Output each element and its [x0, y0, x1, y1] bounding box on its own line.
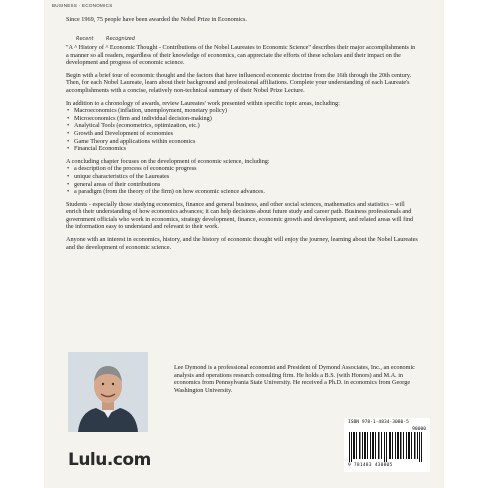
concluding-list [66, 165, 418, 195]
barcode-bars [348, 432, 426, 462]
list-item: • Microeconomics (firm and individual decision-making) [66, 115, 418, 123]
intro-line: Since 1969, 75 people have been awarded the Nobel Prize in Economics. [66, 16, 247, 23]
paragraph-anyone: Anyone with an interest in economics, history, and the history of economic thought will enjoy the journey, learning about the Nobel Laureates and the development of economic science. [66, 236, 418, 251]
book-back-cover [44, 0, 444, 488]
description-block [66, 44, 418, 256]
isbn-number: ISBN 978-1-4834-3080-5 [348, 420, 409, 425]
list-item: • a description of the process of economic progress [66, 165, 418, 173]
paragraph-students: Students - especially those studying economics, finance and general business, and other social sciences, mathematics and statistics – will enrich their understanding of how economics advances; it can help decisions about future study and career path. Business professionals and government officials who work in economics, strategy development, finance, economic growth and development, and related areas will find the information easy to understand and relevant to their work. [66, 200, 414, 231]
paragraph-tour: Begin with a brief tour of economic thought and the factors that have influenced economic doctrine from the 16th through the 20th century. Then, for each Nobel Laureate, learn about their background and professional affiliations. Complete your understanding of each Laureate's accomplishments with a concise, relatively non-technical summary of their Nobel Prize Lecture. [66, 71, 412, 94]
publisher-logo [68, 448, 151, 476]
list-item: • general areas of their contributions [66, 181, 418, 189]
author-bio: Lee Dymond is a professional economist and President of Dymond Associates, Inc., an economic analysis and operations research consulting firm. He holds a B.S. (with Honors) and M.A. in economics from Pennsylvania State University. He received a Ph.D. in economics from George Washington University. [174, 364, 415, 394]
handwritten-recognized: Recognized [106, 36, 135, 42]
author-photo [68, 352, 148, 432]
list-item: • Financial Economics [66, 145, 418, 153]
handwritten-annotations [76, 36, 284, 44]
list-item: • unique characteristics of the Laureates [66, 173, 418, 181]
handwritten-recent: Recent [76, 36, 94, 42]
paragraph-concluding-intro: A concluding chapter focuses on the development of economic science, including: [66, 157, 270, 165]
category-label: BUSINESS · ECONOMICS [52, 3, 113, 8]
list-item: • Game Theory and applications within economics [66, 138, 418, 146]
list-item: • Analytical Tools (econometrics, optimization, etc.) [66, 122, 418, 130]
list-item: • a paradigm (from the theory of the firm) on how economic science advances. [66, 188, 418, 196]
publisher-logo-text: Lulu.com [68, 450, 151, 470]
list-item: • Growth and Development of economies [66, 130, 418, 138]
price-code: 90000 [412, 427, 426, 432]
paragraph-overview: "A ^ History of ^ Economic Thought - Contributions of the Nobel Laureates to Economic Science" describes their major accomplishments in a manner so all readers, regardless of their knowledge of economics, can appreciate the efforts of these scholars and their impact on the development and progress of economic science. [66, 44, 416, 67]
isbn-barcode [344, 418, 430, 472]
paragraph-topics-intro: In addition to a chronology of awards, review Laureates' work presented within specific topic areas, including: [66, 99, 340, 107]
list-item: • Macroeconomics (inflation, unemployment, monetary policy) [66, 107, 418, 115]
ean-number: 9 781483 430805 [348, 463, 393, 468]
topics-list [66, 107, 418, 153]
